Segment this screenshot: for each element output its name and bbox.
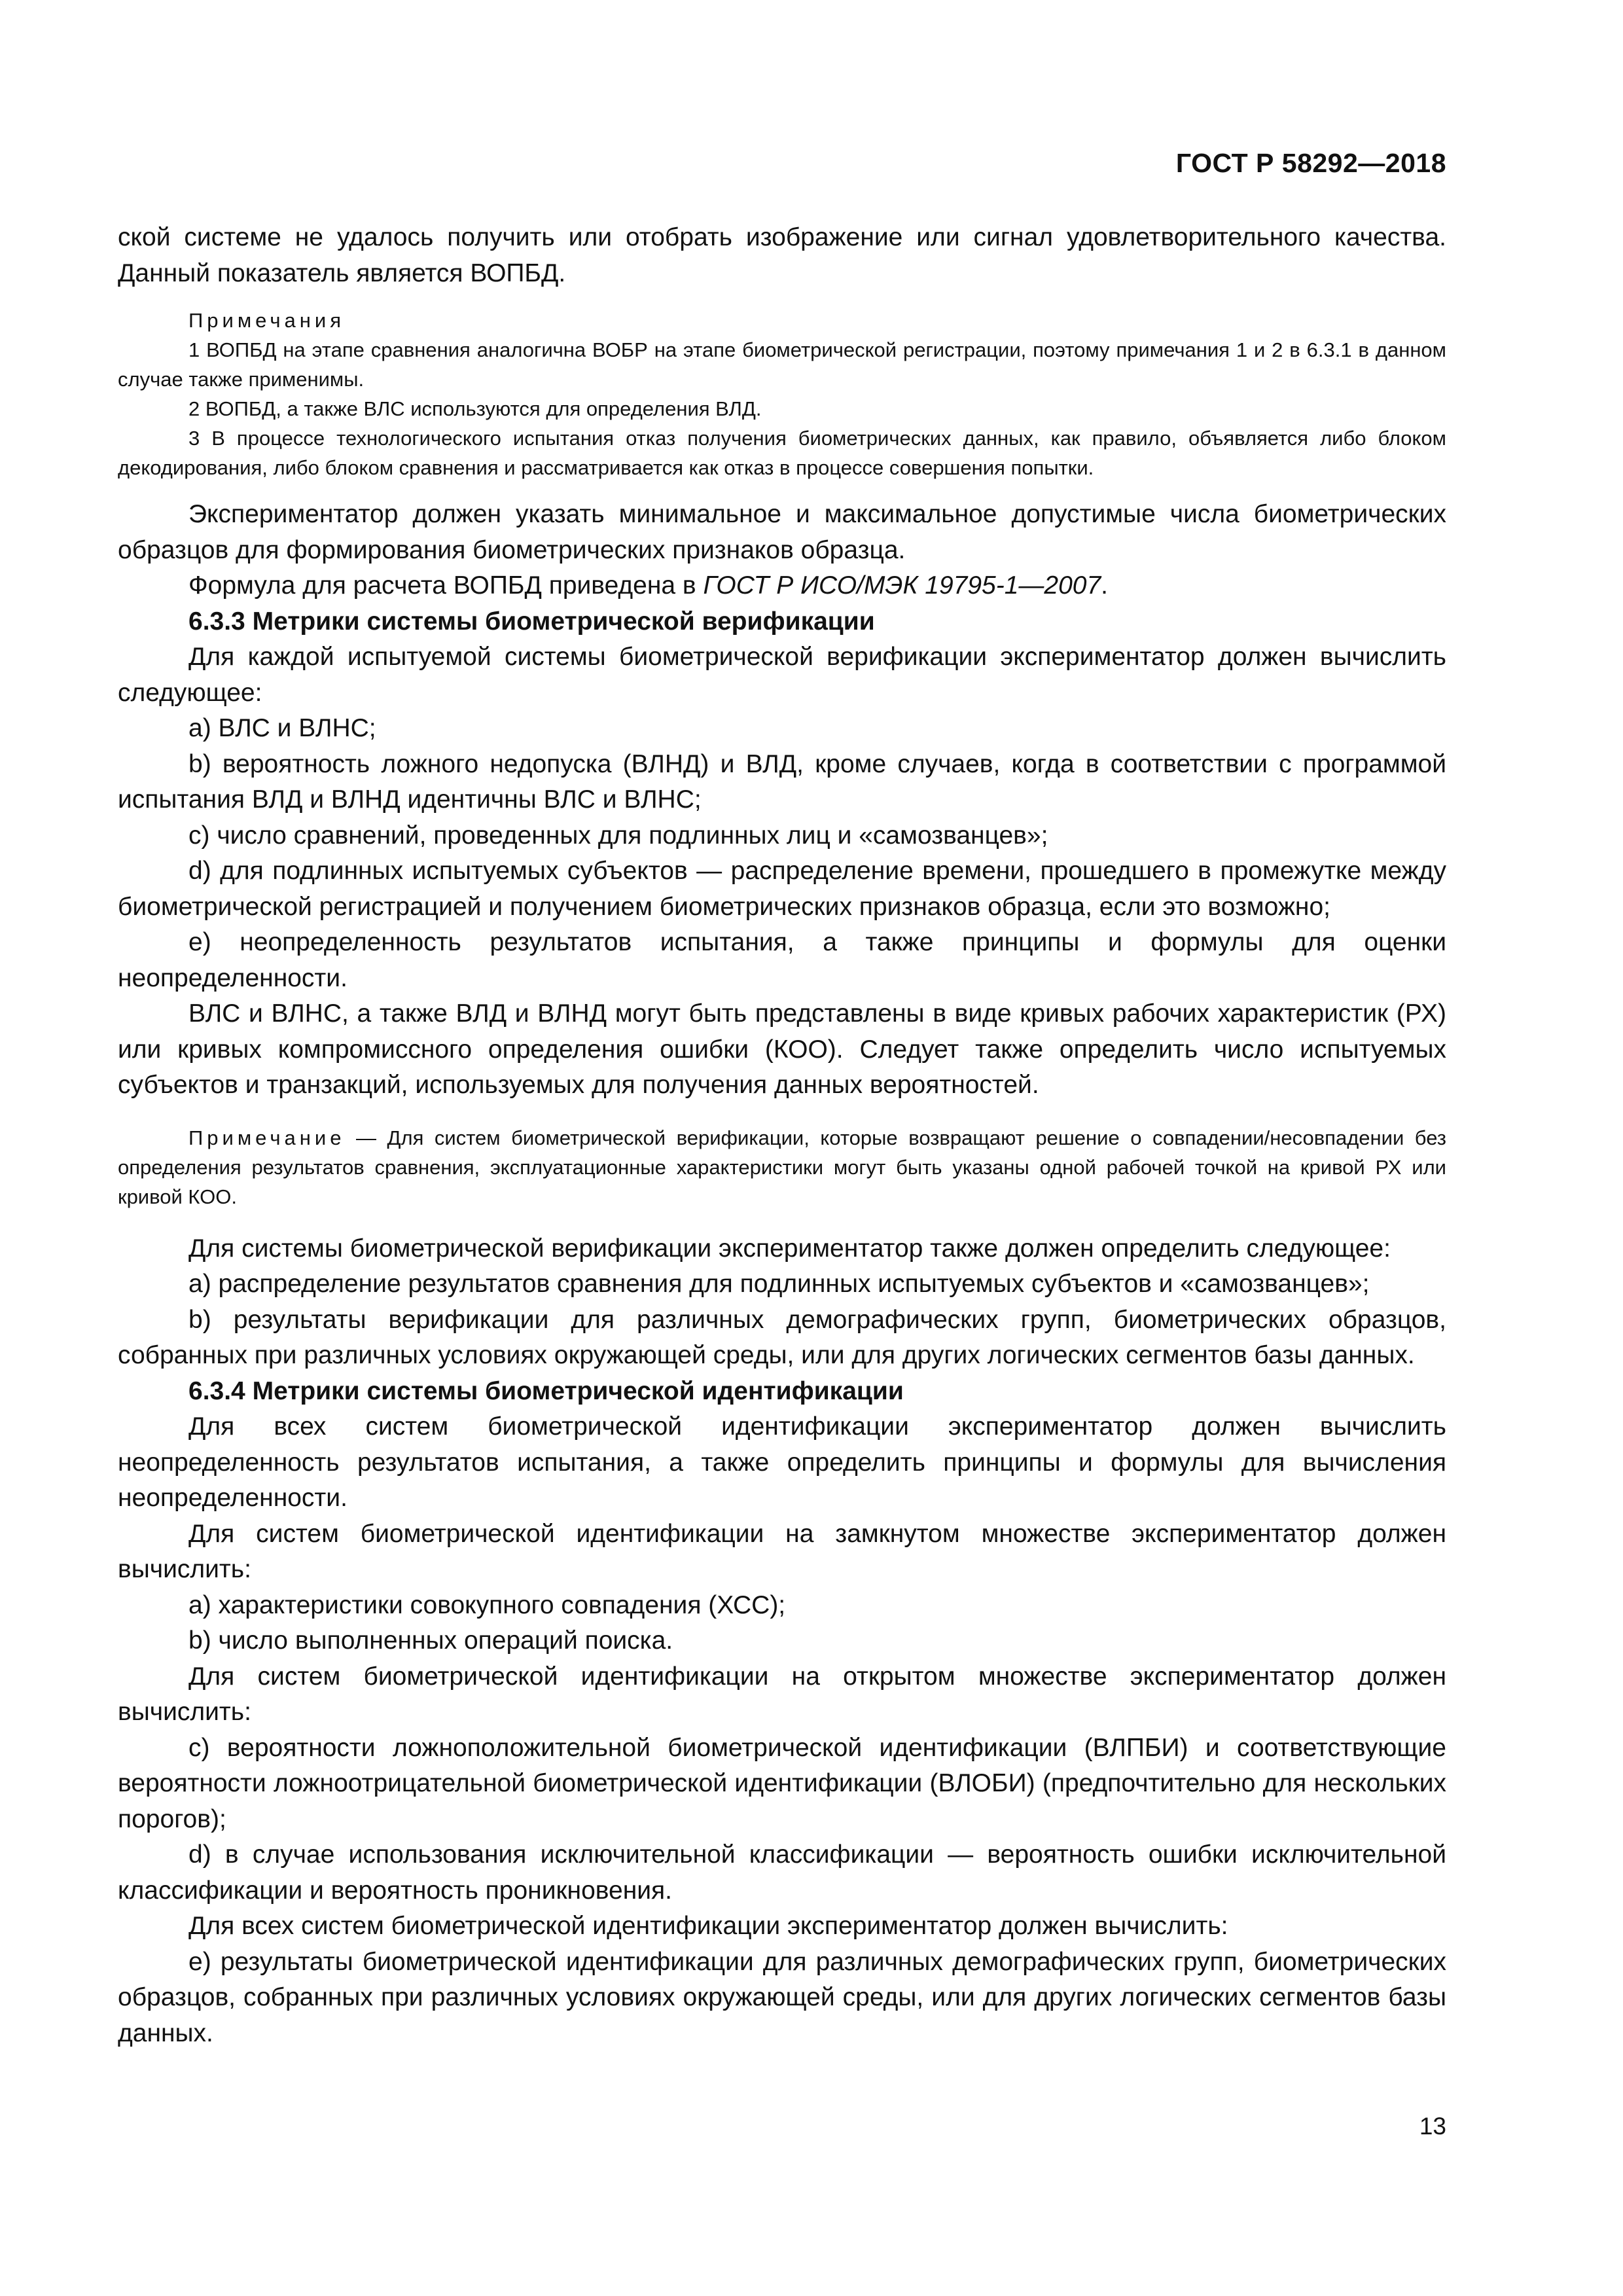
standard-reference: ГОСТ Р ИСО/МЭК 19795-1—2007 (703, 571, 1101, 600)
list-item: c) число сравнений, проведенных для подлинных лиц и «самозванцев»; (188, 821, 1048, 850)
paragraph: Для всех систем биометрической идентификации экспериментатор должен вычислить: (188, 1912, 1228, 1940)
list-item: d) в случае использования исключительной классификации — вероятность ошибки исключительной классификации и вероятность проникновения. (118, 1840, 1446, 1905)
list-item: a) характеристики совокупного совпадения (ХСС); (188, 1590, 786, 1619)
page-body (118, 220, 1446, 2051)
note-single (118, 1123, 1446, 1211)
notes-heading: Примечания (188, 309, 345, 332)
paragraph: Для систем биометрической идентификации на замкнутом множестве экспериментатор должен вычислить: (118, 1519, 1446, 1583)
list-item: e) результаты биометрической идентификации для различных демографических групп, биометрических образцов, собранных при различных условиях окружающей среды, или для других логических сегментов базы данных. (118, 1947, 1446, 2047)
list-item: e) неопределенность результатов испытания, а также принципы и формулы для оценки неопределенности. (118, 928, 1446, 992)
list-item: b) вероятность ложного недопуска (ВЛНД) и ВЛД, кроме случаев, когда в соответствии с программой испытания ВЛД и ВЛНД идентичны ВЛС и ВЛНС; (118, 749, 1446, 814)
list-item: d) для подлинных испытуемых субъектов — распределение времени, прошедшего в промежутке между биометрической регистрацией и получением биометрических признаков образца, если это возможно; (118, 857, 1446, 921)
paragraph: Для всех систем биометрической идентификации экспериментатор должен вычислить неопределенность результатов испытания, а также определить принципы и формулы для вычисления неопределенности. (118, 1412, 1446, 1512)
list-item: a) распределение результатов сравнения для подлинных испытуемых субъектов и «самозванцев»; (188, 1270, 1370, 1298)
note-item: 1 ВОПБД на этапе сравнения аналогична ВОБР на этапе биометрической регистрации, поэтому примечания 1 и 2 в 6.3.1 в данном случае также применимы. (118, 338, 1446, 391)
document-page (118, 0, 1446, 2296)
note-heading: Примечание (188, 1126, 346, 1149)
list-item: c) вероятности ложноположительной биометрической идентификации (ВЛПБИ) и соответствующие вероятности ложноотрицательной биометрической идентификации (ВЛОБИ) (предпочтительно для нескольких порогов); (118, 1733, 1446, 1833)
paragraph-with-reference (118, 568, 1446, 604)
note-item: 3 В процессе технологического испытания отказ получения биометрических данных, как правило, объявляется либо блоком декодирования, либо блоком сравнения и рассматривается как отказ в процессе совершения попытки. (118, 427, 1446, 479)
note-text: — Для систем биометрической верификации, которые возвращают решение о совпадении/несовпадении без определения результатов сравнения, эксплуатационные характеристики могут быть указаны одной рабочей точкой на кривой РХ или кривой КОО. (118, 1126, 1446, 1208)
document-code-header: ГОСТ Р 58292—2018 (1175, 148, 1446, 178)
paragraph-end: . (1101, 571, 1109, 600)
paragraph: Для системы биометрической верификации экспериментатор также должен определить следующее: (188, 1234, 1391, 1263)
paragraph: Для каждой испытуемой системы биометрической верификации экспериментатор должен вычислить следующее: (118, 643, 1446, 707)
note-item: 2 ВОПБД, а также ВЛС используются для определения ВЛД. (188, 397, 762, 420)
list-item: b) число выполненных операций поиска. (188, 1626, 673, 1655)
page-number: 13 (1419, 2113, 1446, 2140)
section-heading-6-3-4: 6.3.4 Метрики системы биометрической идентификации (188, 1376, 904, 1405)
section-heading-6-3-3: 6.3.3 Метрики системы биометрической верификации (188, 607, 875, 636)
paragraph: Для систем биометрической идентификации на открытом множестве экспериментатор должен вычислить: (118, 1662, 1446, 1726)
list-item: b) результаты верификации для различных демографических групп, биометрических образцов, собранных при различных условиях окружающей среды, или для других логических сегментов базы данных. (118, 1305, 1446, 1369)
paragraph: Экспериментатор должен указать минимальное и максимальное допустимые числа биометрических образцов для формирования биометрических признаков образца. (118, 500, 1446, 564)
paragraph: ВЛС и ВЛНС, а также ВЛД и ВЛНД могут быть представлены в виде кривых рабочих характеристик (РХ) или кривых компромиссного определения ошибки (КОО). Следует также определить число испытуемых субъектов и транзакций, используемых для получения данных вероятностей. (118, 999, 1446, 1099)
list-item: a) ВЛС и ВЛНС; (188, 714, 376, 742)
paragraph-text: Формула для расчета ВОПБД приведена в (188, 571, 704, 600)
paragraph: ской системе не удалось получить или отобрать изображение или сигнал удовлетворительного качества. Данный показатель является ВОПБД. (118, 223, 1446, 287)
notes-block (118, 306, 1446, 482)
